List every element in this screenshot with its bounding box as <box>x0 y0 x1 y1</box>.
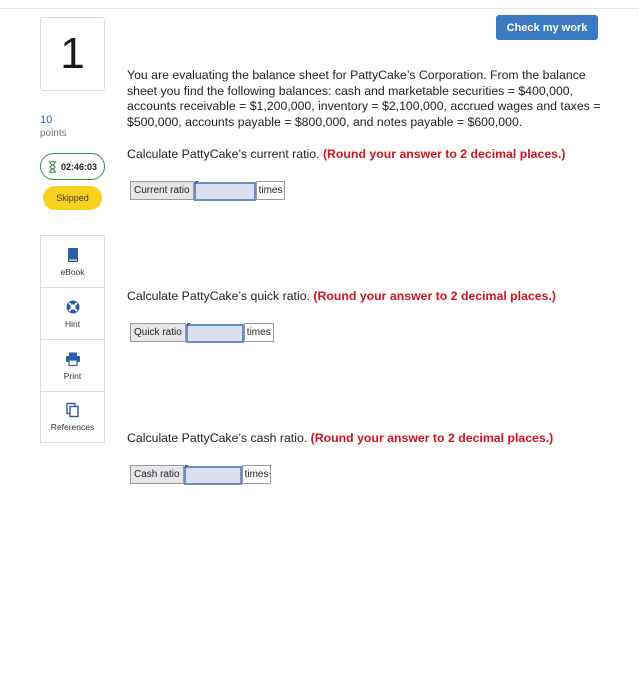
question-current-ratio <box>127 147 566 161</box>
problem-statement: You are evaluating the balance sheet for PattyCake’s Corporation. From the balance sheet you find the following balances: cash and marketable securities = $400,000, accounts receivable = $1,200,000, inventory = $2,100,000, accrued wages and taxes = $500,000, accounts payable = $800,000, and notes payable = $600,000. <box>127 68 601 129</box>
status-badge: Skipped <box>43 186 102 210</box>
question-cash-ratio <box>127 431 553 445</box>
points-value: 10 <box>40 114 53 126</box>
hint-label: Hint <box>64 318 81 329</box>
points-label: points <box>40 128 67 139</box>
quick-ratio-input[interactable] <box>186 324 244 343</box>
ebook-label: eBook <box>60 266 85 277</box>
question-prompt: Calculate PattyCake’s cash ratio. <box>127 431 308 445</box>
ebook-button[interactable] <box>40 235 105 287</box>
hint-button[interactable] <box>40 287 105 339</box>
answer-label: Current ratio <box>130 181 194 200</box>
answer-row-cash-ratio <box>130 465 271 484</box>
question-prompt: Calculate PattyCake’s current ratio. <box>127 147 320 161</box>
question-quick-ratio <box>127 289 556 303</box>
question-prompt: Calculate PattyCake’s quick ratio. <box>127 289 310 303</box>
rounding-hint: (Round your answer to 2 decimal places.) <box>310 431 554 445</box>
print-label: Print <box>63 370 82 381</box>
answer-label: Cash ratio <box>130 465 184 484</box>
timer-text: 02:46:03 <box>61 161 98 172</box>
flag-icon <box>187 323 191 327</box>
book-icon <box>65 247 81 263</box>
cash-ratio-input[interactable] <box>184 466 242 485</box>
check-my-work-button[interactable]: Check my work <box>496 15 598 40</box>
references-label: References <box>50 422 95 432</box>
rounding-hint: (Round your answer to 2 decimal places.) <box>313 289 556 303</box>
references-button[interactable] <box>40 391 105 443</box>
answer-row-quick-ratio <box>130 323 274 342</box>
top-divider <box>0 8 639 9</box>
documents-icon <box>65 402 81 418</box>
rounding-hint: (Round your answer to 2 decimal places.) <box>322 147 566 161</box>
hourglass-icon <box>48 161 57 173</box>
answer-label: Quick ratio <box>130 323 186 342</box>
print-button[interactable] <box>40 339 105 391</box>
lifebuoy-icon <box>65 299 81 315</box>
unit-label: times <box>244 323 274 342</box>
question-number: 1 <box>40 17 105 91</box>
unit-label: times <box>256 181 286 200</box>
flag-icon <box>195 181 199 185</box>
printer-icon <box>65 351 81 367</box>
current-ratio-input[interactable] <box>194 182 256 201</box>
timer-badge <box>40 153 105 180</box>
unit-label: times <box>242 465 272 484</box>
tools-panel <box>40 235 105 443</box>
flag-icon <box>185 465 189 469</box>
answer-row-current-ratio <box>130 181 285 200</box>
